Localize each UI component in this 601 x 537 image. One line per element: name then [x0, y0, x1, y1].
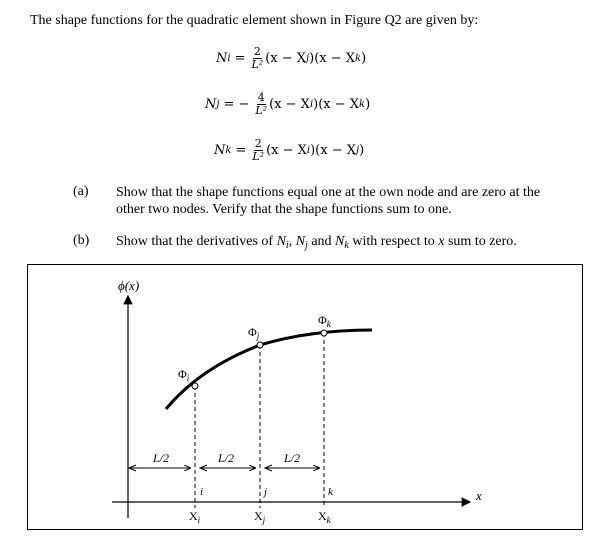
eq-f2-sub: k — [355, 53, 362, 64]
eq-f1-sub: i — [309, 99, 314, 110]
qb-n2-sub: j — [305, 240, 308, 251]
eq-num: 4 — [257, 91, 265, 104]
eq-num: 2 — [253, 45, 261, 58]
eq-lhs: N — [216, 51, 228, 66]
dim-label-1: L/2 — [153, 451, 170, 465]
eq-close: ) — [365, 97, 371, 112]
eq-lhs: N — [214, 143, 226, 158]
eq-factor2: )(x − X — [313, 97, 360, 112]
node-label-k: k — [328, 486, 333, 498]
eq-factor2: )(x − X — [309, 51, 356, 66]
eq-sign: = − — [223, 97, 250, 112]
phi-k-label — [318, 313, 332, 329]
eq-lhs: N — [205, 97, 217, 112]
phi-j-sym: Φ — [248, 325, 257, 339]
phi-curve — [166, 330, 372, 409]
eq-factor2: )(x − X — [310, 143, 356, 158]
coord-k-sym: X — [318, 509, 327, 523]
y-axis-label: ϕ(x) — [118, 278, 140, 293]
coord-label-i — [189, 509, 201, 525]
eq-f2-sub: j — [355, 145, 360, 156]
eq-close: ) — [359, 143, 365, 158]
phi-i-sub: i — [186, 373, 190, 383]
eq-den: L² — [252, 150, 265, 163]
eq-sign: = — [234, 51, 246, 66]
dim-label-2: L/2 — [218, 451, 235, 465]
coord-i-sym: X — [189, 509, 198, 523]
eq-factor1: (x − X — [265, 51, 307, 66]
coord-j-sym: X — [254, 509, 263, 523]
qb-n1-sub: i — [285, 240, 289, 251]
qb-n3-sub: k — [344, 240, 349, 251]
node-marker-k — [321, 330, 327, 336]
coord-i-sub: i — [197, 515, 201, 525]
qb-end: sum to zero. — [444, 234, 517, 249]
node-marker-j — [257, 342, 263, 348]
eq-num: 2 — [254, 137, 262, 150]
qb-sep1: , — [288, 234, 296, 249]
eq-factor1: (x − X — [269, 97, 310, 112]
qb-var: x — [438, 234, 445, 249]
eq-sign: = — [235, 143, 247, 158]
phi-k-sym: Φ — [318, 313, 327, 327]
eq-den: L² — [255, 104, 268, 117]
eq-lhs-sub: k — [225, 145, 232, 156]
coord-k-sub: k — [326, 515, 331, 525]
question-a-label: (a) — [73, 184, 89, 199]
eq-lhs-sub: j — [216, 99, 220, 110]
coord-j-sub: j — [262, 515, 266, 525]
node-label-j: j — [264, 486, 268, 498]
coord-label-j — [254, 509, 266, 525]
phi-j-sub: j — [256, 331, 260, 341]
phi-i-label — [178, 367, 190, 383]
qb-pre: Show that the derivatives of — [116, 234, 277, 249]
coord-label-k — [318, 509, 332, 525]
eq-factor1: (x − X — [266, 143, 307, 158]
x-axis-label: x — [476, 488, 482, 503]
question-b-label: (b) — [73, 233, 90, 248]
phi-k-sub: k — [326, 319, 331, 329]
qb-post: with respect to — [348, 234, 439, 249]
eq-f1-sub: i — [306, 145, 311, 156]
eq-f2-sub: k — [359, 99, 366, 110]
question-a-text: Show that the shape functions equal one at the own node and are zero at the other two nodes. Verify that the shape functions sum to one. — [116, 185, 541, 217]
qb-n2: N — [295, 234, 306, 249]
qb-n1: N — [276, 234, 286, 249]
qb-sep2: and — [307, 234, 336, 249]
eq-f1-sub: j — [306, 53, 310, 64]
eq-lhs-sub: i — [227, 53, 231, 64]
eq-den: L² — [251, 58, 264, 71]
node-label-i: i — [200, 486, 204, 498]
intro-text: The shape functions for the quadratic element shown in Figure Q2 are given by: — [30, 13, 479, 28]
dim-label-3: L/2 — [284, 451, 301, 465]
phi-i-sym: Φ — [178, 367, 187, 381]
phi-j-label — [248, 325, 260, 341]
node-marker-i — [192, 383, 198, 389]
eq-close: ) — [361, 51, 367, 66]
qb-n3: N — [335, 234, 345, 249]
